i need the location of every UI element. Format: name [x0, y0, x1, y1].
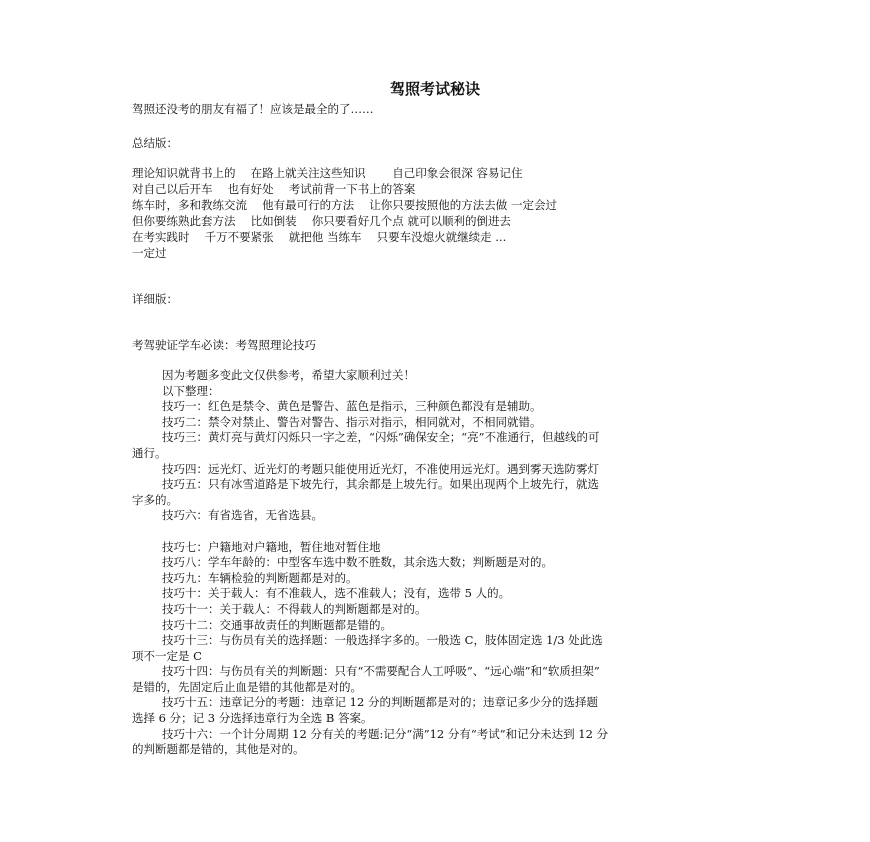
document-title: 驾照考试秘诀: [389, 80, 480, 98]
detail-heading: 详细版：: [132, 292, 178, 306]
body-line: 技巧二：禁令对禁止、警告对警告、指示对指示，相同就对，不相同就错。: [162, 414, 542, 429]
summary-line: 理论知识就背书上的 在路上就关注这些知识 自己印象会很深 容易记住: [132, 166, 523, 180]
body-line: 技巧十一：关于载人：不得载人的判断题都是对的。: [162, 601, 427, 616]
body-line: 技巧一：红色是禁令、黄色是警告、蓝色是指示，三种颜色都没有是辅助。: [162, 399, 542, 414]
body-line: 的判断题都是错的，其他是对的。: [132, 742, 305, 757]
section-title: 考驾驶证学车必读：考驾照理论技巧: [132, 338, 316, 352]
body-line: 技巧八：学车年龄的：中型客车选中数不胜数，其余选大数；判断题是对的。: [162, 555, 553, 570]
body-line: 技巧十四：与伤员有关的判断题：只有“不需要配合人工呼吸”、“远心端”和“软质担架”: [162, 664, 600, 679]
body-line: 技巧十：关于载人：有不准载人，选不准载人；没有，选带 5 人的。: [162, 586, 511, 601]
intro-text: 驾照还没考的朋友有福了！应该是最全的了……: [132, 102, 374, 116]
body-line: 以下整理：: [162, 383, 220, 398]
summary-heading: 总结版：: [132, 136, 178, 150]
body-line: 技巧六：有省选省，无省选县。: [162, 508, 323, 523]
body-line: 技巧五：只有冰雪道路是下坡先行，其余都是上坡先行。如果出现两个上坡先行，就选: [162, 477, 599, 492]
body-line: 技巧九：车辆检验的判断题都是对的。: [162, 570, 358, 585]
summary-line: 但你要练熟此套方法 比如倒装 你只要看好几个点 就可以顺利的倒进去: [132, 214, 511, 228]
body-line: 技巧四：远光灯、近光灯的考题只能使用近光灯，不准使用远光灯。遇到雾天选防雾灯: [162, 461, 599, 476]
body-line: 技巧十三：与伤员有关的选择题：一般选择字多的。一般选 C，肢体固定选 1/3 处此选: [162, 633, 603, 648]
body-line: [132, 524, 742, 540]
body-line: 字多的。: [132, 492, 178, 507]
body-line: 技巧十六：一个计分周期 12 分有关的考题:记分“满”12 分有“考试”和记分未达到 12 分: [162, 726, 609, 741]
body-line: 技巧七：户籍地对户籍地，暂住地对暂住地: [162, 539, 381, 554]
summary-line: 练车时，多和教练交流 他有最可行的方法 让你只要按照他的方法去做 一定会过: [132, 198, 557, 212]
body-line: 技巧十二：交通事故责任的判断题都是错的。: [162, 617, 392, 632]
summary-line: 对自己以后开车 也有好处 考试前背一下书上的答案: [132, 182, 416, 196]
body-line: 项不一定是 C: [132, 648, 202, 663]
summary-line: 在考实践时 千万不要紧张 就把他 当练车 只要车没熄火就继续走 ...: [132, 230, 507, 244]
body-line: 因为考题多变此文仅供参考，希望大家顺利过关！: [162, 368, 415, 382]
body-line: 通行。: [132, 445, 167, 460]
summary-line: 一定过: [132, 246, 167, 260]
body-line: 选择 6 分；记 3 分选择违章行为全选 B 答案。: [132, 711, 373, 726]
body-paragraphs: [132, 368, 742, 758]
body-line: 技巧三：黄灯亮与黄灯闪烁只一字之差，“闪烁”确保安全；“亮”不准通行，但越线的可: [162, 430, 600, 445]
body-line: 是错的，先固定后止血是错的其他都是对的。: [132, 679, 362, 694]
body-line: 技巧十五：违章记分的考题：违章记 12 分的判断题都是对的；违章记多少分的选择题: [162, 695, 598, 710]
